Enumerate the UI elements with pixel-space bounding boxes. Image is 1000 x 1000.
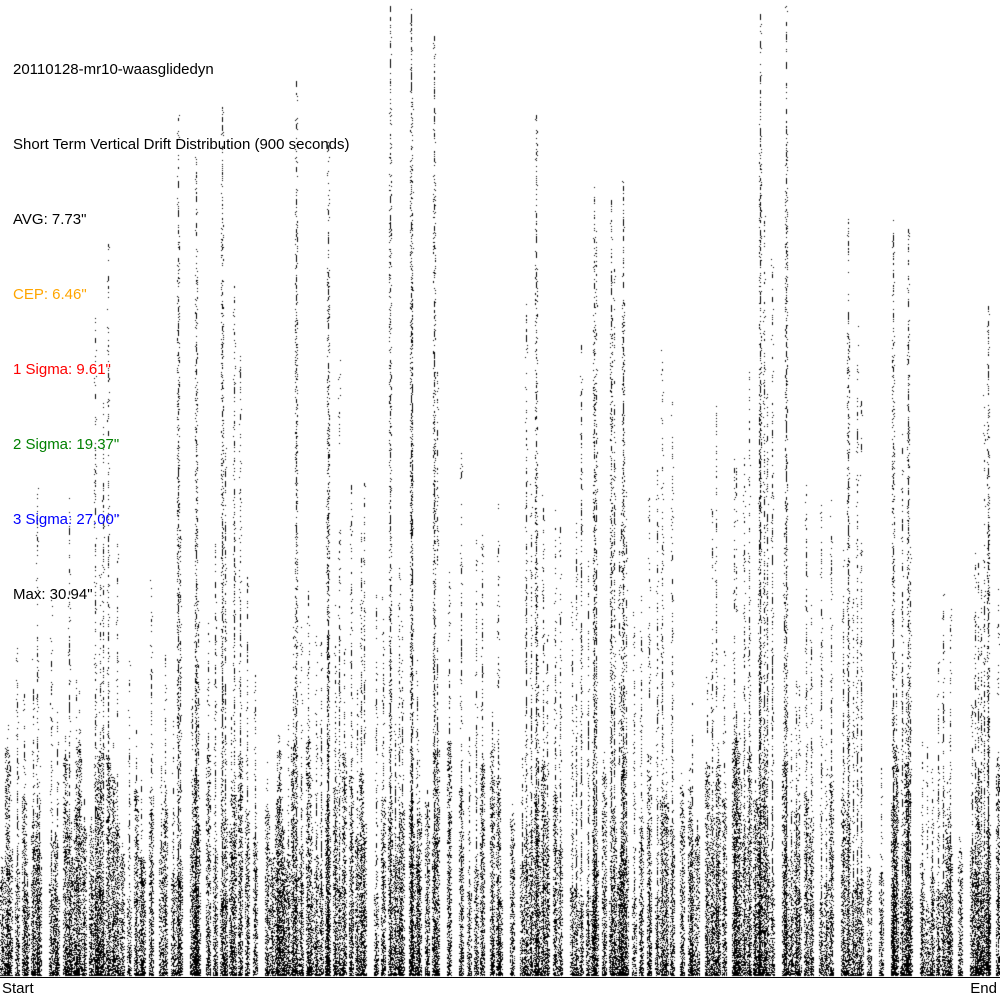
stat-3sigma: 3 Sigma: 27.00"	[13, 511, 120, 528]
chart-title: 20110128-mr10-waasglidedyn	[13, 61, 214, 78]
stat-1sigma: 1 Sigma: 9.61"	[13, 361, 111, 378]
stat-cep: CEP: 6.46"	[13, 286, 87, 303]
x-axis-start-label: Start	[2, 980, 34, 997]
x-axis-end-label: End	[970, 980, 997, 997]
stat-max: Max: 30.94"	[13, 586, 93, 603]
chart-subtitle: Short Term Vertical Drift Distribution (900 seconds)	[13, 136, 350, 153]
x-axis-line	[0, 977, 1000, 978]
stat-2sigma: 2 Sigma: 19.37"	[13, 436, 120, 453]
stat-avg: AVG: 7.73"	[13, 211, 87, 228]
chart-annotation-block	[13, 7, 350, 657]
